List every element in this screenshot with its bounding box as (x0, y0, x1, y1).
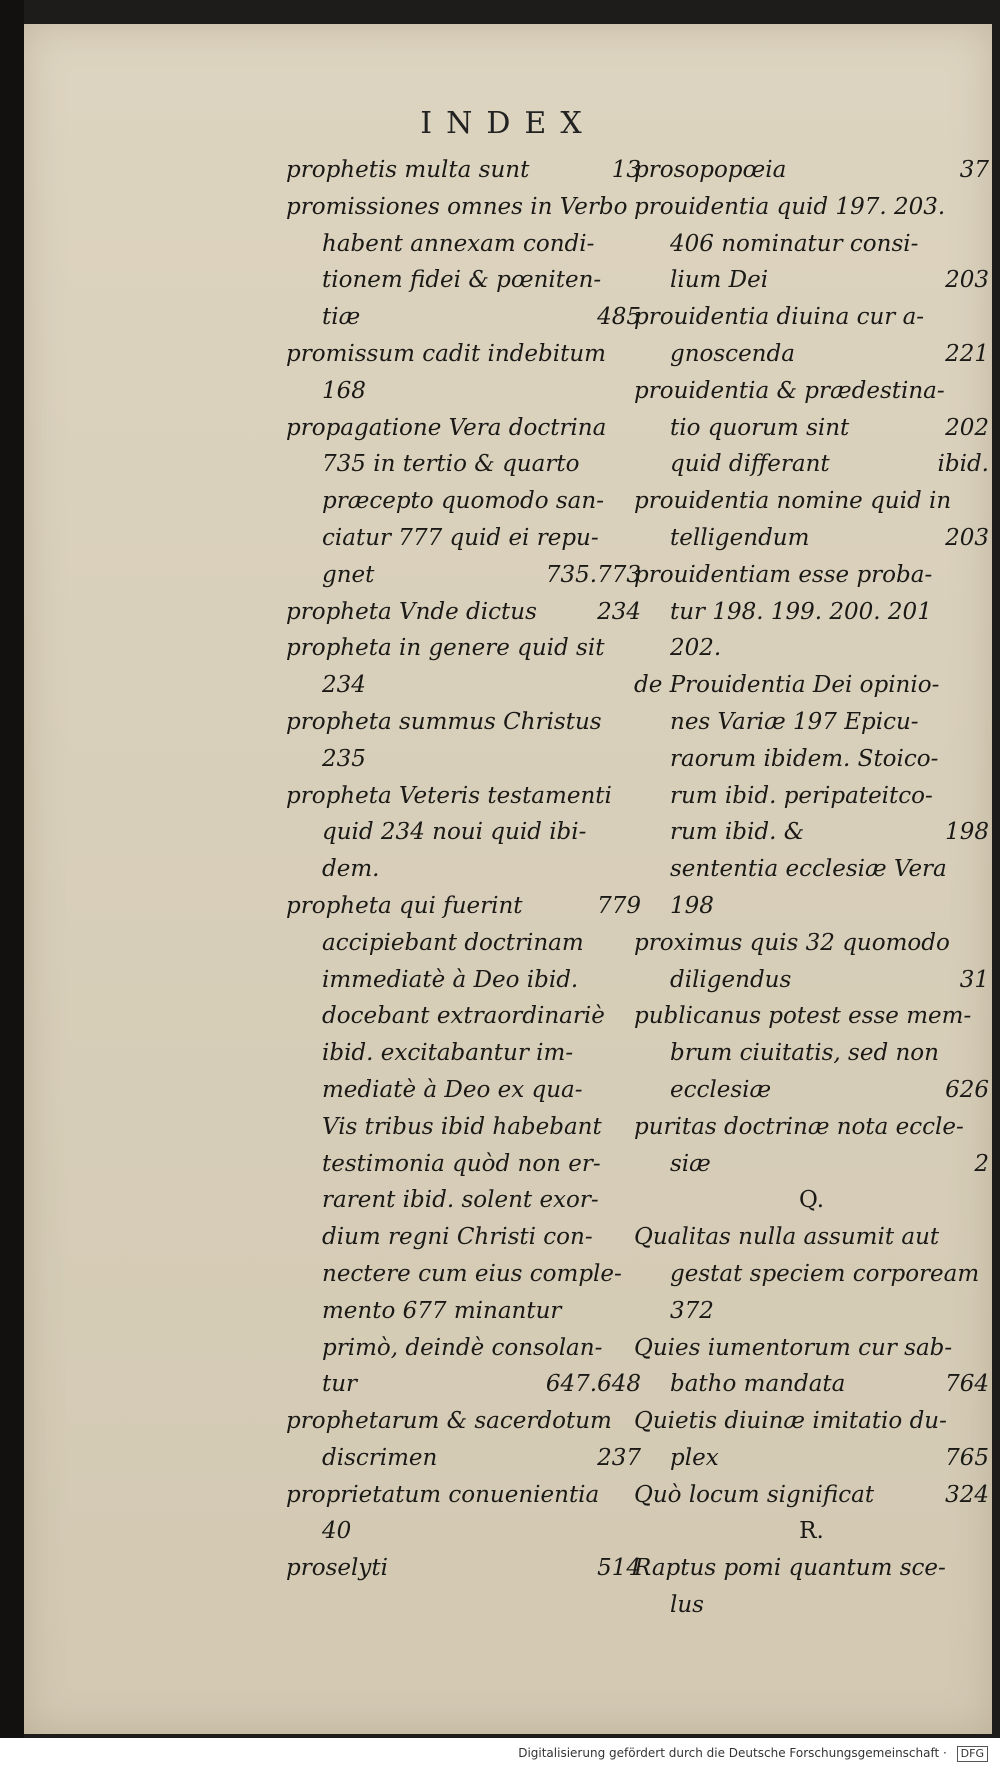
index-entry (286, 778, 641, 815)
index-entry (286, 1146, 641, 1183)
entry-text: gestat speciem corpoream (670, 1260, 980, 1287)
index-entry (286, 1366, 641, 1403)
page-reference: 324 (945, 1481, 989, 1508)
page-reference: 779 (597, 892, 641, 919)
page-reference: 203 (945, 267, 989, 294)
index-entry (286, 152, 641, 189)
entry-text: brum ciuitatis, sed non (670, 1040, 939, 1067)
entry-text: ecclesiæ (670, 1076, 772, 1103)
entry-text: R. (799, 1518, 824, 1545)
entry-text: docebant extraordinariè (322, 1003, 605, 1030)
index-entry (634, 373, 989, 410)
index-column-left (286, 152, 641, 1587)
index-entry (634, 741, 989, 778)
index-entry (634, 1072, 989, 1109)
index-entry (286, 336, 641, 373)
entry-text: Vis tribus ibid habebant (322, 1113, 602, 1140)
entry-text: quid 234 noui quid ibi- (322, 819, 587, 846)
index-entry (286, 814, 641, 851)
entry-text: batho mandata (670, 1371, 846, 1398)
index-entry (634, 410, 989, 447)
entry-text: plex (670, 1444, 719, 1471)
index-entry (286, 189, 641, 226)
entry-text: tiæ (322, 304, 361, 331)
entry-text: proximus quis 32 quomodo (634, 929, 950, 956)
index-entry (286, 520, 641, 557)
page-reference: 626 (945, 1076, 989, 1103)
entry-text: prouidentia diuina cur a- (634, 304, 925, 331)
index-entry (634, 262, 989, 299)
index-entry (634, 998, 989, 1035)
entry-text: Quò locum significat (634, 1481, 875, 1508)
digitization-footer (0, 1738, 1000, 1768)
index-entry (634, 336, 989, 373)
entry-text: ibid. excitabantur im- (322, 1040, 574, 1067)
entry-text: raorum ibidem. Stoico- (670, 745, 939, 772)
index-entry (286, 630, 641, 667)
entry-text: diligendus (670, 966, 792, 993)
index-entry (286, 299, 641, 336)
entry-text: promissiones omnes in Verbo (286, 193, 628, 220)
entry-text: tio quorum sint (670, 414, 850, 441)
page-reference: 234 (597, 598, 641, 625)
index-entry (634, 1366, 989, 1403)
entry-text: præcepto quomodo san- (322, 488, 604, 515)
index-entry (634, 1293, 989, 1330)
entry-text: 406 nominatur consi- (670, 230, 919, 257)
entry-text: Raptus pomi quantum sce- (634, 1555, 946, 1582)
section-letter (634, 1513, 989, 1550)
entry-text: accipiebant doctrinam (322, 929, 584, 956)
index-entry (634, 1035, 989, 1072)
index-entry (634, 189, 989, 226)
index-entry (634, 1587, 989, 1624)
page-reference: ibid. (937, 451, 989, 478)
entry-text: 372 (670, 1297, 714, 1324)
entry-text: sententia ecclesiæ Vera (670, 856, 947, 883)
entry-text: 40 (322, 1518, 352, 1545)
index-entry (286, 594, 641, 631)
entry-text: Quies iumentorum cur sab- (634, 1334, 953, 1361)
index-entry (286, 741, 641, 778)
entry-text: 235 (322, 745, 366, 772)
entry-text: rarent ibid. solent exor- (322, 1187, 599, 1214)
entry-text: de Prouidentia Dei opinio- (634, 672, 940, 699)
entry-text: nectere cum eius comple- (322, 1260, 622, 1287)
index-entry (634, 483, 989, 520)
page-reference: 13 (611, 157, 641, 183)
page-reference: 198 (945, 819, 989, 846)
entry-text: nes Variæ 197 Epicu- (670, 708, 919, 735)
index-entry (286, 262, 641, 299)
entry-text: prouidentiam esse proba- (634, 561, 933, 588)
index-entry (286, 888, 641, 925)
page-reference: 221 (945, 340, 989, 367)
index-entry (634, 1146, 989, 1183)
index-entry (286, 557, 641, 594)
entry-text: siæ (670, 1150, 711, 1177)
index-entry (286, 1256, 641, 1293)
index-entry (286, 998, 641, 1035)
entry-text: lus (670, 1592, 704, 1619)
page-reference: 514 (597, 1555, 641, 1582)
index-entry (634, 226, 989, 263)
index-entry (634, 557, 989, 594)
entry-text: rum ibid. & (670, 819, 805, 846)
index-entry (634, 152, 989, 189)
entry-text: prouidentia nomine quid in (634, 488, 952, 515)
index-entry (286, 1330, 641, 1367)
entry-text: propheta Veteris testamenti (286, 782, 612, 809)
entry-text: propheta Vnde dictus (286, 598, 537, 625)
dfg-logo: DFG (957, 1746, 988, 1762)
index-entry (634, 814, 989, 851)
index-entry (286, 483, 641, 520)
page-reference: 37 (959, 157, 989, 183)
entry-text: prophetis multa sunt (286, 157, 530, 183)
index-entry (286, 1035, 641, 1072)
entry-text: Quietis diuinæ imitatio du- (634, 1408, 947, 1435)
page-reference: 237 (597, 1444, 641, 1471)
page-header: INDEX (420, 106, 596, 141)
page-reference: 764 (945, 1371, 989, 1398)
index-entry (286, 446, 641, 483)
footer-credit: Digitalisierung gefördert durch die Deutsche Forschungsgemeinschaft · (518, 1746, 947, 1760)
entry-text: tur 198. 199. 200. 201 (670, 598, 932, 625)
index-entry (286, 704, 641, 741)
index-entry (286, 1293, 641, 1330)
page-reference: 202 (945, 414, 989, 441)
entry-text: habent annexam condi- (322, 230, 595, 257)
entry-text: 234 (322, 672, 366, 699)
index-entry (286, 1513, 641, 1550)
index-entry (634, 520, 989, 557)
index-entry (286, 410, 641, 447)
entry-text: propagatione Vera doctrina (286, 414, 607, 441)
entry-text: prouidentia quid 197. 203. (634, 193, 946, 220)
entry-text: promissum cadit indebitum (286, 340, 606, 367)
index-entry (634, 667, 989, 704)
entry-text: propheta summus Christus (286, 708, 602, 735)
index-entry (634, 778, 989, 815)
index-entry (634, 630, 989, 667)
index-entry (634, 446, 989, 483)
entry-text: propheta qui fuerint (286, 892, 523, 919)
index-entry (634, 1109, 989, 1146)
entry-text: publicanus potest esse mem- (634, 1003, 972, 1030)
entry-text: prophetarum & sacerdotum (286, 1408, 612, 1435)
index-entry (286, 226, 641, 263)
index-entry (634, 1330, 989, 1367)
index-entry (286, 851, 641, 888)
index-entry (634, 1256, 989, 1293)
index-entry (634, 888, 989, 925)
entry-text: proselyti (286, 1555, 388, 1582)
index-entry (286, 1477, 641, 1514)
book-page (24, 24, 992, 1734)
index-entry (634, 1477, 989, 1514)
entry-text: Q. (798, 1187, 825, 1214)
entry-text: 198 (670, 892, 714, 919)
entry-text: testimonia quòd non er- (322, 1150, 601, 1177)
entry-text: prosopopœia (634, 157, 787, 183)
entry-text: quid differant (670, 451, 830, 478)
index-entry (286, 1403, 641, 1440)
entry-text: puritas doctrinæ nota eccle- (634, 1113, 964, 1140)
index-entry (634, 962, 989, 999)
page-reference: 765 (945, 1444, 989, 1471)
entry-text: ciatur 777 quid ei repu- (322, 524, 599, 551)
index-entry (286, 373, 641, 410)
index-column-right (634, 152, 989, 1624)
entry-text: proprietatum conuenientia (286, 1481, 600, 1508)
entry-text: lium Dei (670, 267, 769, 294)
index-entry (286, 1109, 641, 1146)
index-entry (634, 851, 989, 888)
page-reference: 485 (597, 304, 641, 331)
index-entry (286, 1072, 641, 1109)
entry-text: 735 in tertio & quarto (322, 451, 580, 478)
entry-text: primò, deindè consolan- (322, 1334, 603, 1361)
index-entry (634, 1403, 989, 1440)
index-entry (634, 1550, 989, 1587)
index-entry (634, 299, 989, 336)
entry-text: dem. (322, 856, 380, 883)
entry-text: propheta in genere quid sit (286, 635, 605, 662)
index-entry (286, 667, 641, 704)
page-reference: 203 (945, 524, 989, 551)
index-entry (634, 1440, 989, 1477)
page-reference: 31 (959, 966, 989, 993)
entry-text: Qualitas nulla assumit aut (634, 1224, 940, 1251)
entry-text: gnoscenda (670, 340, 795, 367)
index-entry (286, 1219, 641, 1256)
entry-text: mento 677 minantur (322, 1297, 562, 1324)
index-entry (286, 962, 641, 999)
page-reference: 647.648 (545, 1371, 641, 1398)
entry-text: tionem fidei & pœniten- (322, 267, 602, 294)
entry-text: rum ibid. peripateitco- (670, 782, 933, 809)
entry-text: gnet (322, 561, 375, 588)
index-entry (286, 925, 641, 962)
index-entry (634, 704, 989, 741)
index-entry (634, 925, 989, 962)
entry-text: 168 (322, 377, 366, 404)
index-entry (286, 1550, 641, 1587)
entry-text: 202. (670, 635, 722, 662)
page-reference: 735.773 (545, 561, 641, 588)
entry-text: mediatè à Deo ex qua- (322, 1076, 583, 1103)
entry-text: telligendum (670, 524, 810, 551)
entry-text: immediatè à Deo ibid. (322, 966, 579, 993)
entry-text: discrimen (322, 1444, 438, 1471)
page-reference: 2 (974, 1150, 989, 1177)
section-letter (634, 1182, 989, 1219)
scan-border (0, 0, 24, 1768)
index-entry (286, 1440, 641, 1477)
entry-text: dium regni Christi con- (322, 1224, 593, 1251)
index-entry (286, 1182, 641, 1219)
index-entry (634, 594, 989, 631)
entry-text: prouidentia & prædestina- (634, 377, 945, 404)
index-entry (634, 1219, 989, 1256)
entry-text: tur (322, 1371, 358, 1398)
